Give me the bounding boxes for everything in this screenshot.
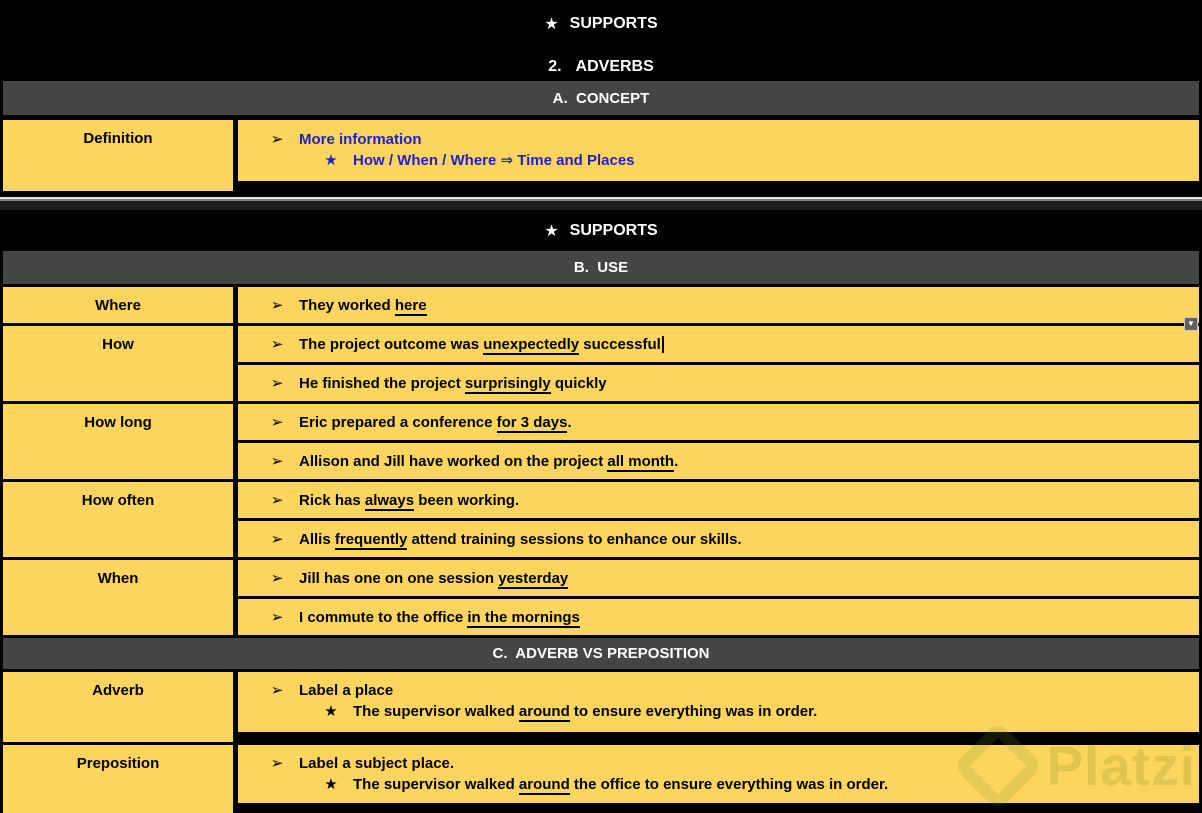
definition-line-1 xyxy=(268,129,1199,150)
supports-banner-top xyxy=(0,0,1202,34)
arrow-bullet-icon: ➢ xyxy=(270,492,284,509)
sentence-text xyxy=(299,609,580,626)
preposition-content-cell[interactable] xyxy=(238,745,1199,803)
text-segment: the office to ensure everything was in order. xyxy=(569,776,889,793)
sentence-text xyxy=(299,336,664,353)
arrow-bullet-icon: ➢ xyxy=(270,297,284,314)
text-segment: been working. xyxy=(414,491,520,509)
text-segment: to ensure everything was in order. xyxy=(569,703,818,720)
star-bullet-icon: ★ xyxy=(324,152,338,169)
cell-dropdown-button[interactable] xyxy=(1184,317,1198,331)
text-segment: . xyxy=(674,452,679,470)
text-segment: for 3 days xyxy=(496,413,568,431)
section-heading-adverb-vs-preposition: C. ADVERB VS PREPOSITION xyxy=(3,638,1199,669)
text-segment: Eric prepared a conference xyxy=(299,413,497,431)
definition-line-2 xyxy=(268,150,1199,171)
arrow-bullet-icon: ➢ xyxy=(270,682,284,699)
text-segment: frequently xyxy=(334,530,408,548)
text-segment: Label a place xyxy=(299,682,394,699)
use-group-how-often xyxy=(3,482,1199,557)
text-segment: successful xyxy=(579,335,661,353)
text-segment: yesterday xyxy=(498,569,569,587)
text-segment: The supervisor walked xyxy=(353,776,519,793)
text-segment: around xyxy=(518,703,570,720)
sentence-text xyxy=(353,774,888,795)
sentence-text xyxy=(353,701,817,722)
arrow-bullet-icon: ➢ xyxy=(270,531,284,548)
text-segment: all month xyxy=(607,452,675,470)
arrow-bullet-icon: ➢ xyxy=(270,755,284,772)
row-label-how[interactable]: How xyxy=(3,326,233,401)
section-heading-use: B. USE xyxy=(3,251,1199,284)
sentence-text xyxy=(299,570,568,587)
text-segment: They worked xyxy=(299,296,395,314)
text-cursor xyxy=(662,336,664,353)
title-number: 2. xyxy=(548,58,562,75)
row-label-preposition[interactable]: Preposition xyxy=(3,745,233,813)
use-row-how-1-editing[interactable] xyxy=(238,326,1199,362)
concept-definition-row xyxy=(3,120,1199,191)
hyperlink-text[interactable]: More information xyxy=(299,131,422,148)
supports-banner-mid xyxy=(544,221,657,241)
sentence-text xyxy=(299,414,572,431)
text-segment: Rick has xyxy=(299,491,365,509)
arrow-bullet-icon: ➢ xyxy=(270,609,284,626)
adverb-content-cell[interactable] xyxy=(238,672,1199,732)
use-row-how-2[interactable] xyxy=(238,365,1199,401)
avp-group-adverb xyxy=(3,672,1199,742)
text-segment: The project outcome was xyxy=(299,335,484,353)
use-group-how-long xyxy=(3,404,1199,479)
hyperlink-text[interactable]: How / When / Where ⇒ Time and Places xyxy=(353,152,635,169)
text-segment: around xyxy=(518,776,570,793)
sentence-text xyxy=(299,297,427,314)
preposition-line-1 xyxy=(268,753,1199,774)
use-group-when xyxy=(3,560,1199,635)
text-segment: The supervisor walked xyxy=(353,703,519,720)
text-segment: always xyxy=(364,491,415,509)
text-segment: Allison and Jill have worked on the project xyxy=(299,452,608,470)
use-row-where-1[interactable] xyxy=(238,287,1199,323)
text-segment: Allis xyxy=(299,530,335,548)
row-label-how-long[interactable]: How long xyxy=(3,404,233,479)
use-row-how-often-2[interactable] xyxy=(238,521,1199,557)
supports-banner-label: SUPPORTS xyxy=(569,15,658,32)
use-row-how-often-1[interactable] xyxy=(238,482,1199,518)
platzi-watermark-text: Platzi xyxy=(1046,734,1196,797)
sentence-text xyxy=(299,453,678,470)
use-row-how-long-2[interactable] xyxy=(238,443,1199,479)
use-group-how xyxy=(3,326,1199,401)
text-segment: surprisingly xyxy=(464,374,551,392)
supports-banner-mid-band xyxy=(0,210,1202,251)
use-row-when-2[interactable] xyxy=(238,599,1199,635)
arrow-bullet-icon: ➢ xyxy=(270,131,284,148)
star-icon: ★ xyxy=(544,222,559,240)
arrow-bullet-icon: ➢ xyxy=(270,375,284,392)
text-segment: quickly xyxy=(550,374,607,392)
arrow-bullet-icon: ➢ xyxy=(270,414,284,431)
text-segment: Label a subject place. xyxy=(299,755,455,772)
sentence-text xyxy=(299,375,607,392)
text-segment: . xyxy=(567,413,572,431)
star-icon: ★ xyxy=(544,16,559,33)
use-row-how-long-1[interactable] xyxy=(238,404,1199,440)
text-segment: He finished the project xyxy=(299,374,465,392)
supports-banner-label: SUPPORTS xyxy=(569,221,658,239)
text-segment: here xyxy=(394,296,427,314)
arrow-bullet-icon: ➢ xyxy=(270,336,284,353)
page-title xyxy=(0,34,1202,76)
preposition-line-2 xyxy=(268,774,1199,795)
text-segment: attend training sessions to enhance our skills. xyxy=(407,530,742,548)
text-segment: I commute to the office xyxy=(299,608,468,626)
star-bullet-icon: ★ xyxy=(324,703,338,720)
arrow-bullet-icon: ➢ xyxy=(270,453,284,470)
row-label-how-often[interactable]: How often xyxy=(3,482,233,557)
adverb-line-1 xyxy=(268,680,1199,701)
adverb-line-2 xyxy=(268,701,1199,722)
row-label-where[interactable]: Where xyxy=(3,287,233,323)
row-label-when[interactable]: When xyxy=(3,560,233,635)
sentence-text xyxy=(299,680,393,701)
row-label-definition[interactable]: Definition xyxy=(3,120,233,191)
how-when-where-link[interactable] xyxy=(353,150,635,171)
text-segment: Jill has one on one session xyxy=(299,569,499,587)
arrow-bullet-icon: ➢ xyxy=(270,570,284,587)
sentence-text xyxy=(299,753,454,774)
star-bullet-icon: ★ xyxy=(324,776,338,793)
dropdown-arrow-icon: ▼ xyxy=(1187,319,1195,328)
top-header-area xyxy=(0,0,1202,81)
more-information-link[interactable] xyxy=(299,129,422,150)
title-text: ADVERBS xyxy=(575,58,654,75)
avp-group-preposition xyxy=(3,745,1199,813)
text-segment: unexpectedly xyxy=(483,335,580,353)
definition-content-cell[interactable] xyxy=(238,120,1199,181)
split-band-dark xyxy=(0,201,1202,210)
row-label-adverb[interactable]: Adverb xyxy=(3,672,233,742)
section-heading-concept: A. CONCEPT xyxy=(3,81,1199,115)
sentence-text xyxy=(299,531,742,548)
text-segment: in the mornings xyxy=(467,608,580,626)
use-group-where xyxy=(3,287,1199,323)
use-row-when-1[interactable] xyxy=(238,560,1199,596)
sentence-text xyxy=(299,492,519,509)
